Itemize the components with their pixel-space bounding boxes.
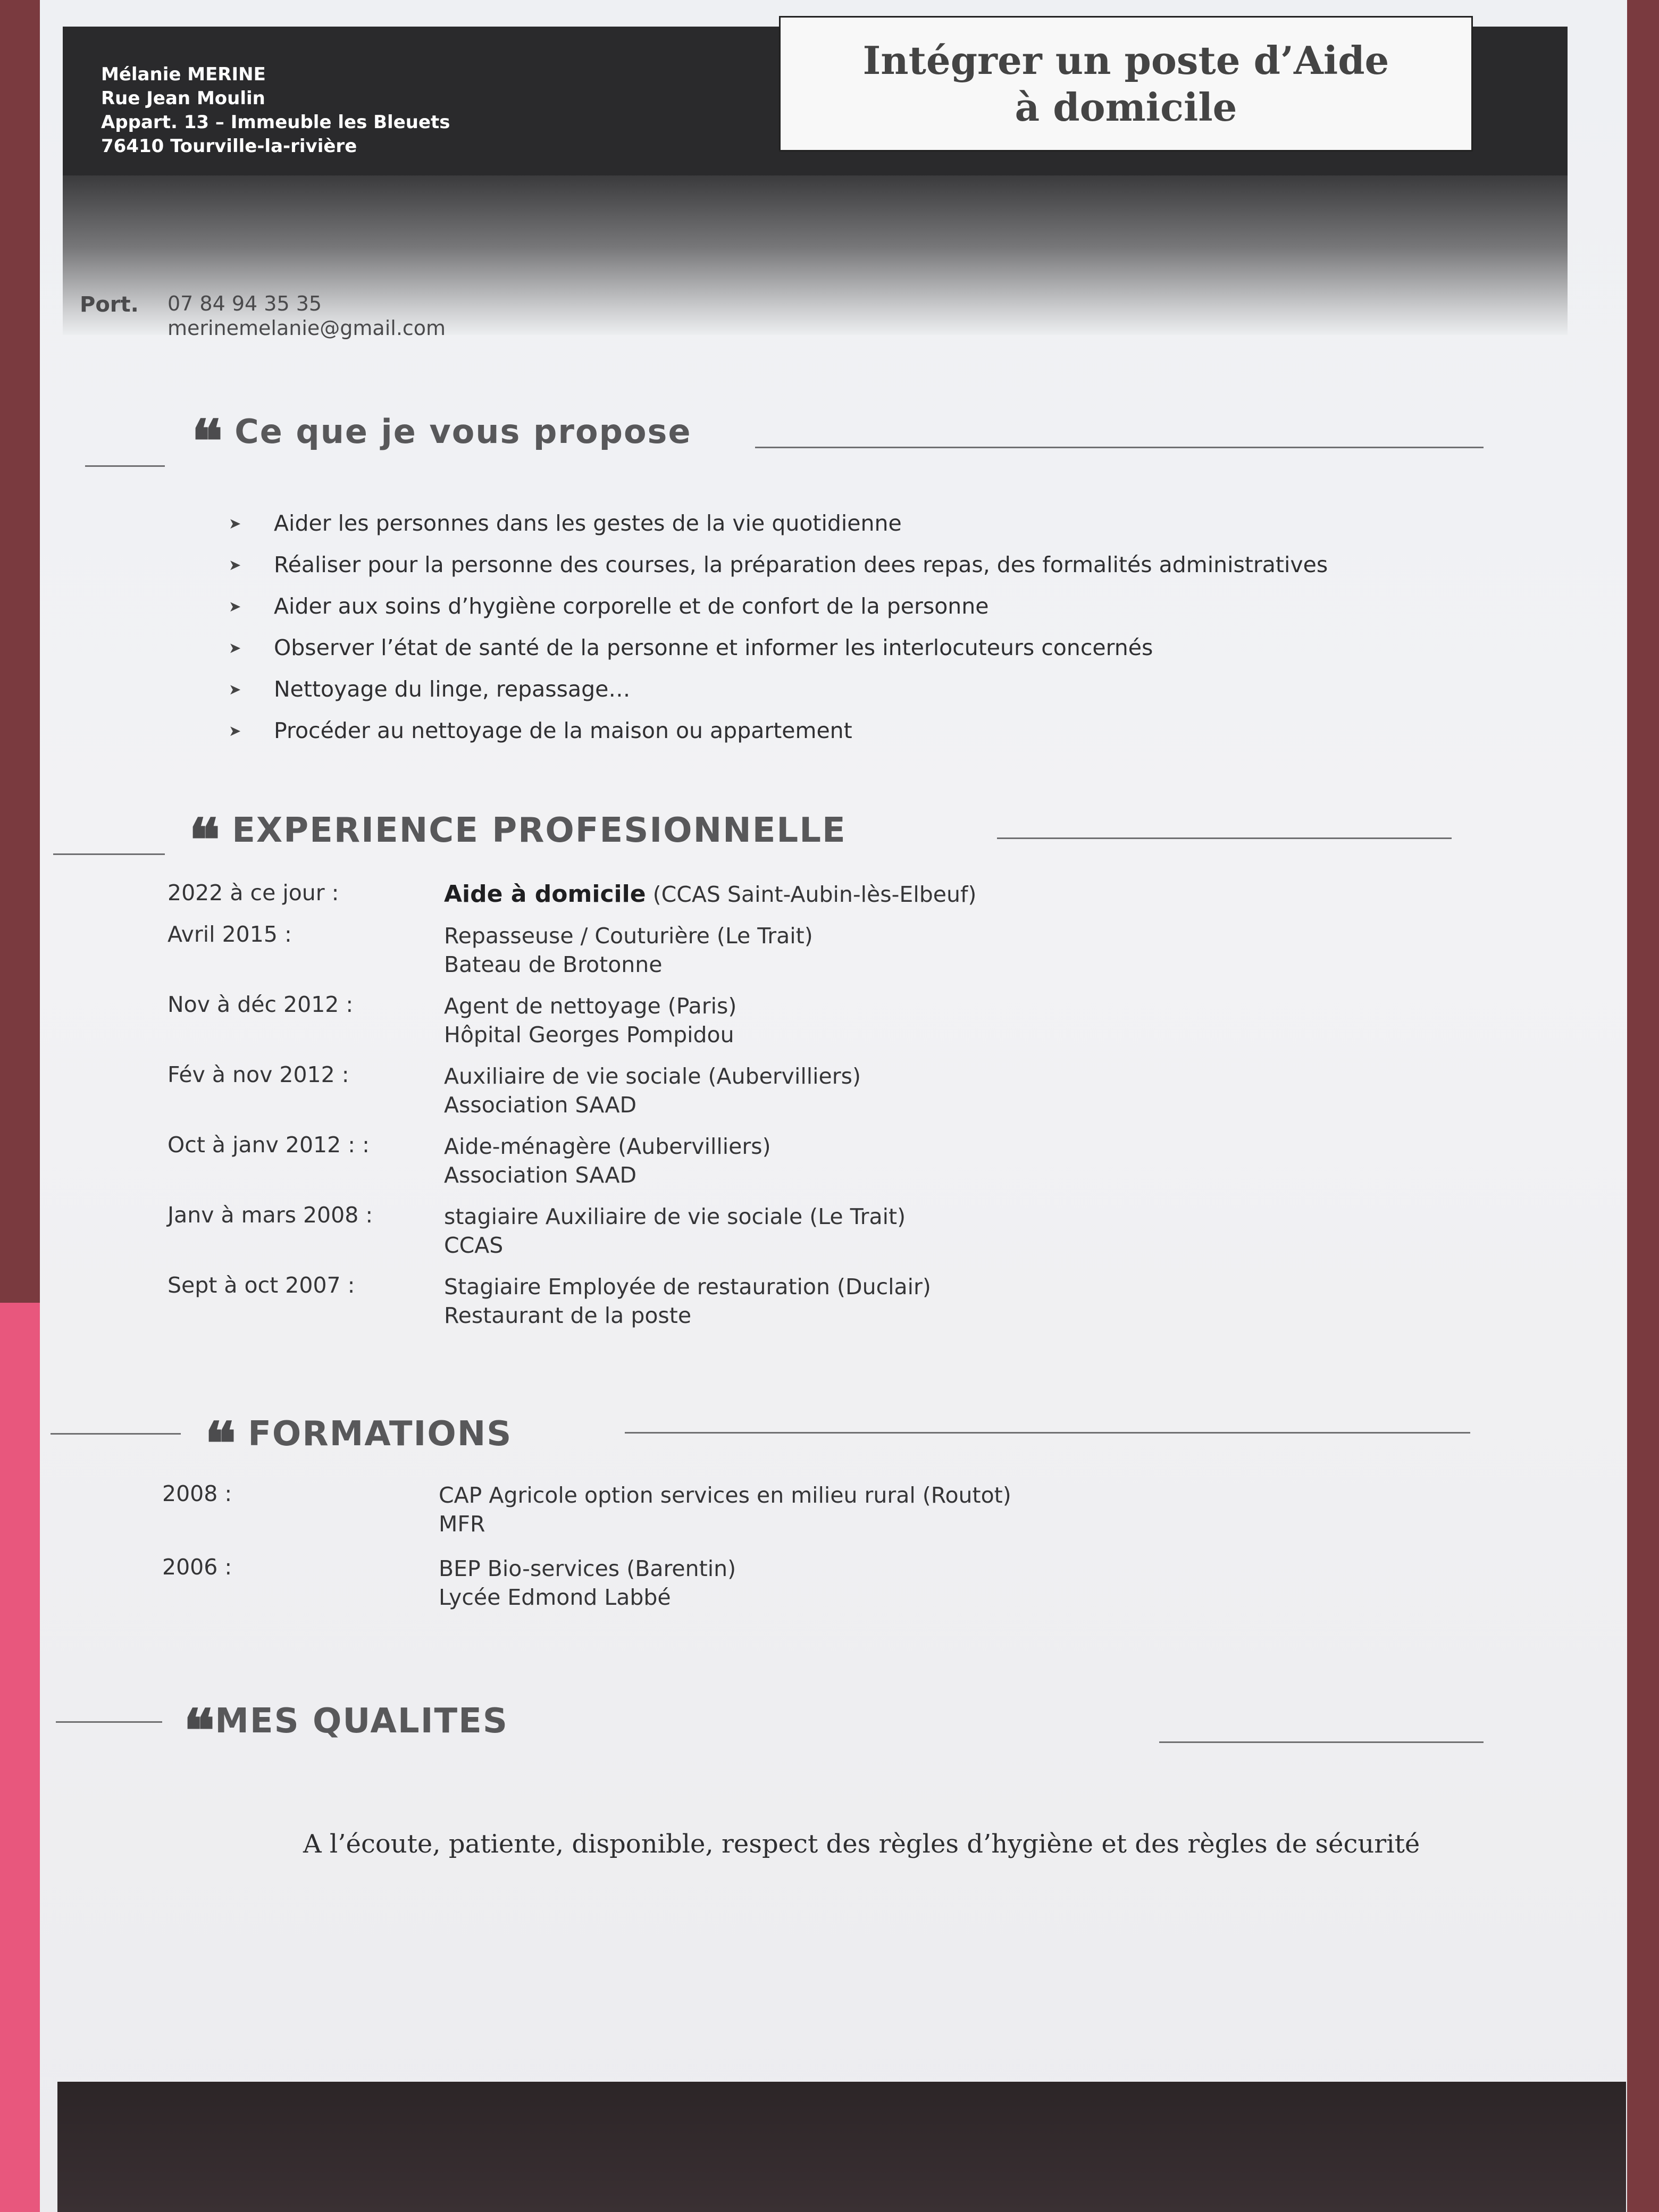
experience-row	[167, 992, 976, 1049]
experience-role: Stagiaire Employée de restauration (Duclair)	[444, 1274, 931, 1300]
contact-label: Port.	[80, 292, 139, 317]
formation-diploma: BEP Bio-services (Barentin)	[439, 1556, 736, 1581]
experience-desc	[444, 880, 976, 909]
formation-row	[162, 1481, 1011, 1538]
experience-desc	[444, 921, 813, 979]
section-rule-left	[51, 1433, 181, 1435]
list-item	[229, 710, 1328, 751]
contact-block	[167, 291, 446, 340]
experience-role: stagiaire Auxiliaire de vie sociale (Le Trait)	[444, 1204, 906, 1229]
list-item-text: Nettoyage du linge, repassage…	[274, 676, 631, 702]
experience-row	[167, 1202, 976, 1260]
quote-icon: ❝	[183, 1696, 215, 1765]
experience-list	[167, 880, 976, 1343]
experience-date: Avril 2015 :	[167, 921, 292, 947]
experience-place: (CCAS Saint-Aubin-lès-Elbeuf)	[646, 882, 977, 907]
experience-row	[167, 1132, 976, 1189]
list-item	[229, 668, 1328, 710]
experience-desc	[444, 1202, 906, 1260]
experience-row	[167, 1062, 976, 1119]
contact-email: merinemelanie@gmail.com	[167, 316, 446, 340]
arrow-bullet-icon: ➤	[229, 639, 241, 657]
section-rule-right	[755, 447, 1484, 448]
arrow-bullet-icon: ➤	[229, 597, 241, 615]
experience-role: Repasseuse / Couturière (Le Trait)	[444, 923, 813, 949]
list-item	[229, 502, 1328, 544]
formation-date: 2006 :	[162, 1554, 232, 1580]
experience-employer: Association SAAD	[444, 1162, 637, 1188]
experience-employer: CCAS	[444, 1233, 504, 1258]
section-heading-experience	[189, 806, 847, 874]
section-rule-right	[1159, 1741, 1484, 1743]
formation-diploma: CAP Agricole option services en milieu rural (Routot)	[439, 1482, 1011, 1508]
formation-date: 2008 :	[162, 1481, 232, 1506]
experience-date: Sept à oct 2007 :	[167, 1272, 355, 1298]
quote-icon: ❝	[205, 1409, 237, 1478]
experience-date: Fév à nov 2012 :	[167, 1062, 349, 1087]
experience-role-bold: Aide à domicile	[444, 881, 646, 908]
quote-icon: ❝	[189, 806, 221, 874]
cv-title	[779, 16, 1473, 152]
address-building: Appart. 13 – Immeuble les Bleuets	[101, 112, 450, 133]
qualities-text: A l’écoute, patiente, disponible, respect des règles d’hygiène et des règles de sécurité	[303, 1829, 1420, 1859]
cv-title-text: Intégrer un poste d’Aide à domicile	[862, 37, 1389, 130]
section-rule-left	[85, 465, 165, 467]
experience-role: Agent de nettoyage (Paris)	[444, 993, 737, 1019]
propose-list	[229, 502, 1328, 751]
experience-date: Oct à janv 2012 : :	[167, 1132, 370, 1158]
experience-date: Janv à mars 2008 :	[167, 1202, 373, 1228]
section-heading-qualites	[183, 1696, 508, 1765]
experience-date: Nov à déc 2012 :	[167, 992, 354, 1017]
address-block	[101, 63, 450, 158]
formation-desc	[439, 1554, 736, 1612]
list-item	[229, 585, 1328, 627]
list-item-text: Aider aux soins d’hygiène corporelle et de confort de la personne	[274, 593, 989, 619]
experience-employer: Bateau de Brotonne	[444, 952, 663, 977]
section-rule-left	[56, 1721, 162, 1723]
experience-row	[167, 880, 976, 909]
list-item-text: Procéder au nettoyage de la maison ou appartement	[274, 718, 852, 743]
formation-row	[162, 1554, 1011, 1612]
section-title-propose: Ce que je vous propose	[234, 412, 692, 451]
contact-phone: 07 84 94 35 35	[167, 292, 322, 315]
formation-desc	[439, 1481, 1011, 1538]
list-item-text: Aider les personnes dans les gestes de la vie quotidienne	[274, 510, 902, 536]
quote-icon: ❝	[191, 406, 223, 475]
formation-school: Lycée Edmond Labbé	[439, 1585, 671, 1610]
list-item	[229, 627, 1328, 668]
experience-date: 2022 à ce jour :	[167, 880, 339, 906]
section-title-qualites: MES QUALITES	[215, 1702, 508, 1741]
arrow-bullet-icon: ➤	[229, 514, 241, 532]
experience-role: Aide-ménagère (Aubervilliers)	[444, 1134, 771, 1159]
formation-school: MFR	[439, 1511, 485, 1537]
arrow-bullet-icon: ➤	[229, 722, 241, 740]
arrow-bullet-icon: ➤	[229, 680, 241, 698]
section-heading-propose	[191, 406, 692, 475]
experience-row	[167, 921, 976, 979]
address-name: Mélanie MERINE	[101, 64, 266, 85]
list-item-text: Réaliser pour la personne des courses, la préparation dees repas, des formalités administratives	[274, 552, 1328, 577]
section-heading-formations	[205, 1409, 513, 1478]
experience-employer: Hôpital Georges Pompidou	[444, 1022, 734, 1048]
experience-desc	[444, 1272, 931, 1330]
list-item-text: Observer l’état de santé de la personne et informer les interlocuteurs concernés	[274, 635, 1153, 660]
section-title-experience: EXPERIENCE PROFESIONNELLE	[232, 811, 847, 850]
section-rule-right	[997, 837, 1452, 839]
experience-employer: Restaurant de la poste	[444, 1303, 692, 1328]
experience-desc	[444, 1132, 771, 1189]
experience-desc	[444, 1062, 861, 1119]
section-title-formations: FORMATIONS	[248, 1414, 513, 1454]
arrow-bullet-icon: ➤	[229, 556, 241, 574]
section-rule-right	[625, 1432, 1470, 1434]
section-rule-left	[53, 853, 165, 855]
address-city: 76410 Tourville-la-rivière	[101, 136, 357, 157]
experience-row	[167, 1272, 976, 1330]
experience-employer: Association SAAD	[444, 1092, 637, 1118]
footer-bar	[57, 2082, 1626, 2212]
list-item	[229, 544, 1328, 585]
formations-list	[162, 1481, 1011, 1624]
address-street: Rue Jean Moulin	[101, 88, 265, 109]
experience-role: Auxiliaire de vie sociale (Aubervilliers)	[444, 1063, 861, 1089]
experience-desc	[444, 992, 736, 1049]
